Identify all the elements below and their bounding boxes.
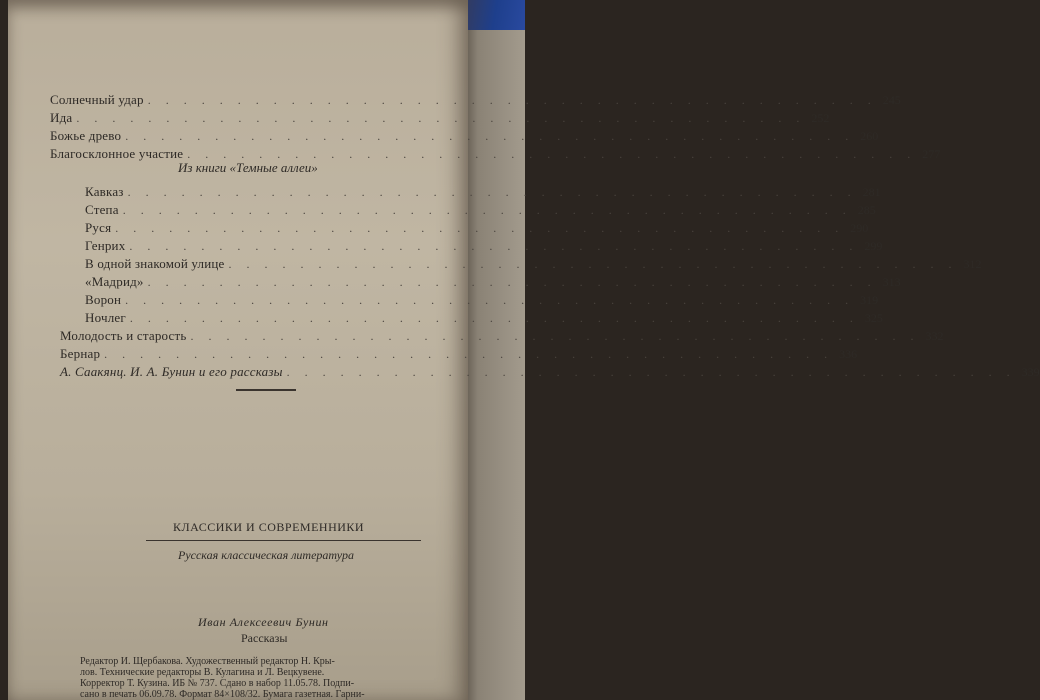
toc-leader-dots: . . . . . . . . . . . . . . . . . . . . . . . . . . . . . . . . . . . . . . . . . xyxy=(228,257,958,271)
toc-leader-dots: . . . . . . . . . . . . . . . . . . . . . . . . . . . . . . . . . . . . . . . . . xyxy=(127,185,857,199)
toc-entry-page: 281 xyxy=(862,185,881,199)
toc-leader-dots: . . . . . . . . . . . . . . . . . . . . . . . . . . . . . . . . . . . . . . . . . xyxy=(125,293,855,307)
toc-entry[interactable] xyxy=(50,110,830,128)
toc-leader-dots: . . . . . . . . . . . . . . . . . . . . . . . . . . . . . . . . . . . . . . . . . xyxy=(104,347,834,361)
toc-entry-title: Генрих xyxy=(85,238,126,253)
toc-entry-page: 319 xyxy=(860,293,879,307)
toc-leader-dots: . . . . . . . . . . . . . . . . . . . . . . . . . . . . . . . . . . . . . . . . . xyxy=(187,147,917,161)
toc-entry-page: 290 xyxy=(850,221,869,235)
toc-entry-page: 260 xyxy=(860,129,879,143)
toc-entry[interactable] xyxy=(85,292,879,310)
toc-entry-page: 299 xyxy=(864,239,883,253)
toc-leader-dots: . . . . . . . . . . . . . . . . . . . . . . . . . . . . . . . . . . . . . . . . . xyxy=(115,221,845,235)
toc-entry-title: Молодость и старость xyxy=(60,328,187,343)
toc-section-heading: Из книги «Темные аллеи» xyxy=(178,160,318,175)
toc-entry-page: 336 xyxy=(839,347,858,361)
toc-entry-page: 339 xyxy=(1021,365,1040,379)
toc-leader-dots: . . . . . . . . . . . . . . . . . . . . . . . . . . . . . . . . . . . . . . . . . xyxy=(76,111,806,125)
toc-afterword-entry[interactable] xyxy=(60,364,1040,382)
toc-entry-title: Божье древо xyxy=(50,128,122,143)
toc-leader-dots: . . . . . . . . . . . . . . . . . . . . . . . . . . . . . . . . . . . . . . . . . xyxy=(286,365,1016,379)
toc-entry-page: 313 xyxy=(882,275,901,289)
toc-entry-title: А. Саакянц. И. А. Бунин и его рассказы xyxy=(60,364,283,379)
toc-entry-page: 332 xyxy=(925,329,944,343)
toc-entry-page: 277 xyxy=(922,147,941,161)
toc-leader-dots: . . . . . . . . . . . . . . . . . . . . . . . . . . . . . . . . . . . . . . . . . xyxy=(129,239,859,253)
toc-leader-dots: . . . . . . . . . . . . . . . . . . . . . . . . . . . . . . . . . . . . . . . . . xyxy=(190,329,920,343)
series-title: КЛАССИКИ И СОВРЕМЕННИКИ xyxy=(173,520,365,534)
divider-long xyxy=(146,540,421,541)
toc-entry[interactable] xyxy=(85,274,901,292)
toc-entry-title: Ида xyxy=(50,110,73,125)
toc-entry-title: Бернар xyxy=(60,346,101,361)
toc-entry[interactable] xyxy=(85,256,982,274)
toc-entry[interactable] xyxy=(85,220,869,238)
book-title: Рассказы xyxy=(241,631,288,645)
toc-entry-title: В одной знакомой улице xyxy=(85,256,225,271)
imprint-block xyxy=(80,656,460,700)
imprint-line: Корректор Т. Кузина. ИБ № 737. Сдано в набор 11.05.78. Подпи- xyxy=(80,678,355,689)
toc-entry-page: 285 xyxy=(857,203,876,217)
toc-leader-dots: . . . . . . . . . . . . . . . . . . . . . . . . . . . . . . . . . . . . . . . . . xyxy=(147,93,877,107)
toc-leader-dots: . . . . . . . . . . . . . . . . . . . . . . . . . . . . . . . . . . . . . . . . . xyxy=(147,275,877,289)
toc-entry-title: Руся xyxy=(85,220,112,235)
divider-short xyxy=(236,389,296,391)
imprint-line: сано в печать 06.09.78. Формат 84×108/32. Бумага газетная. Гарни- xyxy=(80,689,365,700)
toc-entry[interactable] xyxy=(85,184,881,202)
toc-entry[interactable] xyxy=(60,328,944,346)
toc-entry[interactable] xyxy=(85,238,883,256)
toc-leader-dots: . . . . . . . . . . . . . . . . . . . . . . . . . . . . . . . . . . . . . . . . . xyxy=(125,129,855,143)
toc-entry-page: 325 xyxy=(864,311,883,325)
toc-entry-title: Благосклонное участие xyxy=(50,146,184,161)
toc-entry-title: Степа xyxy=(85,202,119,217)
toc-entry-page: 252 xyxy=(811,111,830,125)
toc-entry[interactable] xyxy=(85,310,883,328)
toc-entry[interactable] xyxy=(50,92,901,110)
author-name: Иван Алексеевич Бунин xyxy=(198,615,329,629)
toc-leader-dots: . . . . . . . . . . . . . . . . . . . . . . . . . . . . . . . . . . . . . . . . . xyxy=(129,311,859,325)
toc-entry[interactable] xyxy=(60,346,858,364)
imprint-line: лов. Технические редакторы В. Кулагина и Л. Вецкувене. xyxy=(80,667,325,678)
toc-entry-title: Солнечный удар xyxy=(50,92,144,107)
toc-entry[interactable] xyxy=(50,128,879,146)
toc-entry-title: Ночлег xyxy=(85,310,126,325)
toc-entry-title: «Мадрид» xyxy=(85,274,144,289)
book-page xyxy=(8,0,1040,700)
toc-entry-title: Ворон xyxy=(85,292,122,307)
imprint-line: Редактор И. Щербакова. Художественный редактор Н. Кры- xyxy=(80,656,335,667)
toc-entry-page: 312 xyxy=(963,257,982,271)
subseries-title: Русская классическая литература xyxy=(178,548,354,562)
toc-entry-title: Кавказ xyxy=(85,184,124,199)
toc-entry[interactable] xyxy=(85,202,876,220)
toc-entry-page: 245 xyxy=(882,93,901,107)
toc-leader-dots: . . . . . . . . . . . . . . . . . . . . . . . . . . . . . . . . . . . . . . . . . xyxy=(122,203,852,217)
